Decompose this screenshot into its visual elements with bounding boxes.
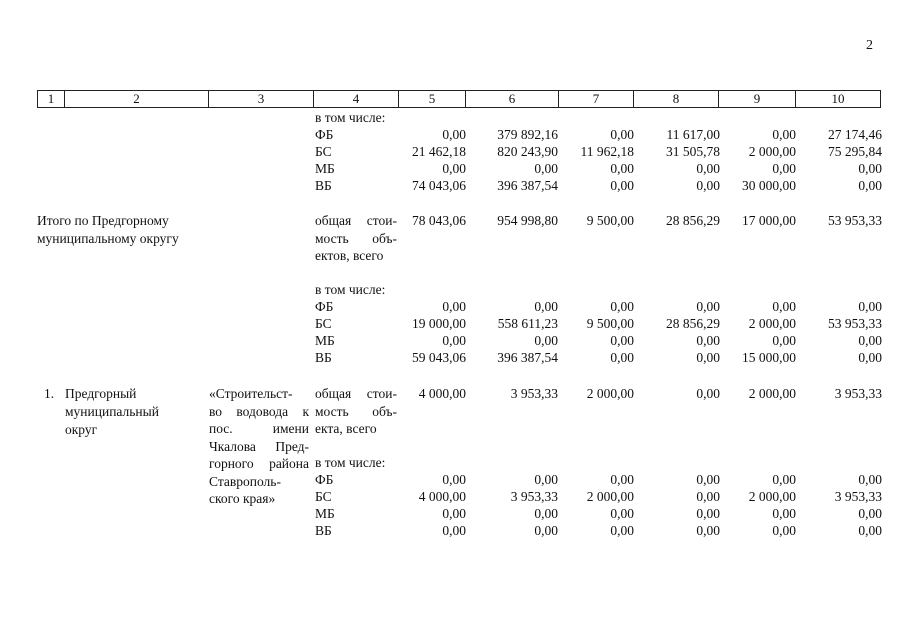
- value-cell: 0,00: [534, 472, 558, 487]
- row-label: МБ: [315, 161, 335, 176]
- description-line: мость объ-: [315, 403, 397, 419]
- value-cell: 0,00: [858, 472, 882, 487]
- value-cell: 3 953,33: [834, 489, 882, 504]
- item-total-value: 4 000,00: [418, 386, 466, 401]
- value-cell: 19 000,00: [412, 316, 466, 331]
- value-cell: 27 174,46: [828, 127, 882, 142]
- value-cell: 0,00: [772, 161, 796, 176]
- value-cell: 0,00: [858, 333, 882, 348]
- value-cell: 0,00: [610, 161, 634, 176]
- value-cell: 0,00: [772, 299, 796, 314]
- value-cell: 0,00: [534, 506, 558, 521]
- row-label: ФБ: [315, 472, 334, 487]
- row-label: в том числе:: [315, 455, 386, 470]
- value-cell: 31 505,78: [666, 144, 720, 159]
- value-cell: 0,00: [610, 523, 634, 538]
- row-label: БС: [315, 489, 332, 504]
- value-cell: 0,00: [442, 523, 466, 538]
- value-cell: 0,00: [696, 299, 720, 314]
- value-cell: 0,00: [696, 161, 720, 176]
- value-cell: 0,00: [858, 350, 882, 365]
- value-cell: 0,00: [858, 299, 882, 314]
- row-label: МБ: [315, 333, 335, 348]
- value-cell: 0,00: [534, 299, 558, 314]
- municipality-line: округ: [65, 422, 98, 437]
- total-description: [315, 212, 397, 247]
- row-label: МБ: [315, 506, 335, 521]
- value-cell: 30 000,00: [742, 178, 796, 193]
- total-value: 9 500,00: [586, 213, 634, 228]
- value-cell: 0,00: [610, 472, 634, 487]
- value-cell: 0,00: [772, 472, 796, 487]
- object-name-line: горного района: [209, 456, 309, 471]
- value-cell: 2 000,00: [586, 489, 634, 504]
- item-number: 1.: [44, 386, 55, 401]
- row-label: БС: [315, 316, 332, 331]
- value-cell: 0,00: [534, 523, 558, 538]
- row-label: в том числе:: [315, 110, 386, 125]
- object-name: [209, 385, 309, 508]
- value-cell: 21 462,18: [412, 144, 466, 159]
- value-cell: 2 000,00: [748, 489, 796, 504]
- value-cell: 0,00: [696, 523, 720, 538]
- value-cell: 0,00: [610, 299, 634, 314]
- value-cell: 0,00: [442, 506, 466, 521]
- value-cell: 28 856,29: [666, 316, 720, 331]
- total-value: 954 998,80: [497, 213, 558, 228]
- value-cell: 0,00: [858, 178, 882, 193]
- value-cell: 558 611,23: [497, 316, 558, 331]
- item-total-value: 3 953,33: [510, 386, 558, 401]
- value-cell: 59 043,06: [412, 350, 466, 365]
- page-number: 2: [866, 38, 873, 53]
- value-cell: 0,00: [442, 299, 466, 314]
- municipality-line: Предгорный: [65, 386, 137, 401]
- value-cell: 0,00: [610, 127, 634, 142]
- item-total-value: 2 000,00: [586, 386, 634, 401]
- value-cell: 0,00: [772, 523, 796, 538]
- column-header-6: 6: [466, 91, 559, 108]
- total-value: 53 953,33: [828, 213, 882, 228]
- value-cell: 9 500,00: [586, 316, 634, 331]
- column-header-4: 4: [314, 91, 399, 108]
- value-cell: 0,00: [772, 127, 796, 142]
- value-cell: 396 387,54: [497, 350, 558, 365]
- column-header-7: 7: [559, 91, 634, 108]
- value-cell: 0,00: [610, 333, 634, 348]
- object-name-line: пос. имени: [209, 421, 309, 436]
- row-label: БС: [315, 144, 332, 159]
- value-cell: 0,00: [772, 333, 796, 348]
- municipality-line: муниципальный: [65, 404, 159, 419]
- value-cell: 0,00: [442, 161, 466, 176]
- row-label: ВБ: [315, 523, 332, 538]
- row-label: в том числе:: [315, 282, 386, 297]
- row-label: ФБ: [315, 299, 334, 314]
- item-total-value: 3 953,33: [834, 386, 882, 401]
- description-line: мость объ-: [315, 230, 397, 246]
- column-header-2: 2: [65, 91, 209, 108]
- item-total-value: 0,00: [696, 386, 720, 401]
- row-label: ВБ: [315, 350, 332, 365]
- value-cell: 0,00: [442, 333, 466, 348]
- value-cell: 0,00: [610, 350, 634, 365]
- column-header-3: 3: [209, 91, 314, 108]
- object-name-line: Чкалова Пред-: [209, 438, 309, 454]
- column-header-9: 9: [719, 91, 796, 108]
- object-name-line: Ставрополь-: [209, 473, 281, 489]
- value-cell: 379 892,16: [497, 127, 558, 142]
- value-cell: 0,00: [696, 333, 720, 348]
- value-cell: 53 953,33: [828, 316, 882, 331]
- description-line: екта, всего: [315, 421, 377, 436]
- value-cell: 0,00: [610, 506, 634, 521]
- total-title-line: Итого по Предгорному: [37, 213, 169, 228]
- value-cell: 0,00: [442, 127, 466, 142]
- total-value: 28 856,29: [666, 213, 720, 228]
- value-cell: 0,00: [610, 178, 634, 193]
- value-cell: 0,00: [858, 523, 882, 538]
- value-cell: 11 617,00: [666, 127, 720, 142]
- value-cell: 820 243,90: [497, 144, 558, 159]
- value-cell: 0,00: [858, 161, 882, 176]
- value-cell: 2 000,00: [748, 316, 796, 331]
- column-header-5: 5: [399, 91, 466, 108]
- value-cell: 0,00: [696, 506, 720, 521]
- value-cell: 0,00: [696, 472, 720, 487]
- item-total-value: 2 000,00: [748, 386, 796, 401]
- column-header-10: 10: [796, 91, 881, 108]
- value-cell: 0,00: [696, 489, 720, 504]
- row-label: ВБ: [315, 178, 332, 193]
- total-title-line: муниципальному округу: [37, 231, 179, 246]
- description-line: общая стои-: [315, 213, 397, 228]
- description-line: общая стои-: [315, 386, 397, 401]
- value-cell: 0,00: [696, 350, 720, 365]
- total-value: 17 000,00: [742, 213, 796, 228]
- value-cell: 0,00: [696, 178, 720, 193]
- column-header-8: 8: [634, 91, 719, 108]
- value-cell: 74 043,06: [412, 178, 466, 193]
- value-cell: 2 000,00: [748, 144, 796, 159]
- description-line: ектов, всего: [315, 248, 384, 263]
- row-label: ФБ: [315, 127, 334, 142]
- value-cell: 0,00: [534, 333, 558, 348]
- value-cell: 0,00: [772, 506, 796, 521]
- object-name-line: ского края»: [209, 491, 276, 506]
- value-cell: 11 962,18: [580, 144, 634, 159]
- value-cell: 4 000,00: [418, 489, 466, 504]
- value-cell: 75 295,84: [828, 144, 882, 159]
- column-header-1: 1: [38, 91, 65, 108]
- value-cell: 0,00: [442, 472, 466, 487]
- object-name-line: «Строительст-: [209, 386, 293, 401]
- total-value: 78 043,06: [412, 213, 466, 228]
- item-description: [315, 385, 397, 420]
- object-name-line: во водовода к: [209, 403, 309, 419]
- value-cell: 0,00: [858, 506, 882, 521]
- value-cell: 396 387,54: [497, 178, 558, 193]
- value-cell: 0,00: [534, 161, 558, 176]
- value-cell: 15 000,00: [742, 350, 796, 365]
- column-header-row: [37, 90, 881, 108]
- value-cell: 3 953,33: [510, 489, 558, 504]
